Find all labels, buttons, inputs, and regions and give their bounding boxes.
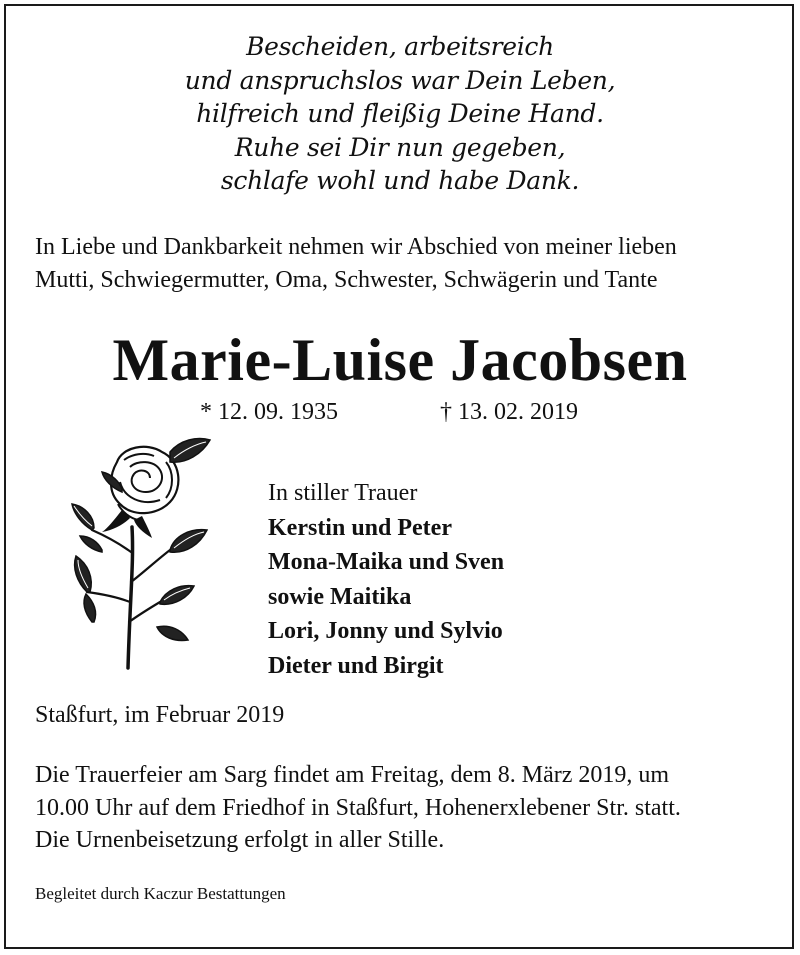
deceased-name: Marie-Luise Jacobsen — [112, 327, 688, 393]
intro-line: In Liebe und Dankbarkeit nehmen wir Abschied von meiner lieben — [35, 234, 677, 260]
rose-icon — [62, 432, 212, 670]
mourner-name: Dieter und Birgit — [268, 652, 444, 679]
death-date: † 13. 02. 2019 — [440, 399, 578, 425]
poem-line: Bescheiden, arbeitsreich — [246, 32, 554, 61]
mourner-name: sowie Maitika — [268, 583, 412, 610]
poem-line: Ruhe sei Dir nun gegeben, — [234, 132, 566, 162]
mourner-name: Kerstin und Peter — [268, 514, 452, 541]
mourner-name: Mona-Maika und Sven — [268, 549, 505, 575]
mourner-name: Lori, Jonny und Sylvio — [268, 618, 503, 644]
memorial-poem — [0, 30, 800, 198]
mourners-list — [268, 476, 504, 683]
poem-line: schlafe wohl und habe Dank. — [220, 166, 580, 195]
intro-line: Mutti, Schwiegermutter, Oma, Schwester, Schwägerin und Tante — [35, 267, 658, 293]
ceremony-line: 10.00 Uhr auf dem Friedhof in Staßfurt, Hohenerxlebener Str. statt. — [35, 794, 681, 821]
ceremony-line: Die Trauerfeier am Sarg findet am Freitag, dem 8. März 2019, um — [35, 762, 670, 788]
place-and-date: Staßfurt, im Februar 2019 — [35, 702, 285, 728]
poem-line: und anspruchslos war Dein Leben, — [184, 65, 616, 95]
mourners-heading: In stiller Trauer — [268, 480, 418, 506]
undertaker-credit: Begleitet durch Kaczur Bestattungen — [35, 884, 286, 903]
ceremony-line: Die Urnenbeisetzung erfolgt in aller Stille. — [35, 827, 445, 853]
poem-line: hilfreich und fleißig Deine Hand. — [196, 99, 604, 128]
ceremony-details — [35, 759, 775, 857]
farewell-intro — [35, 231, 775, 297]
birth-date: * 12. 09. 1935 — [200, 399, 338, 425]
